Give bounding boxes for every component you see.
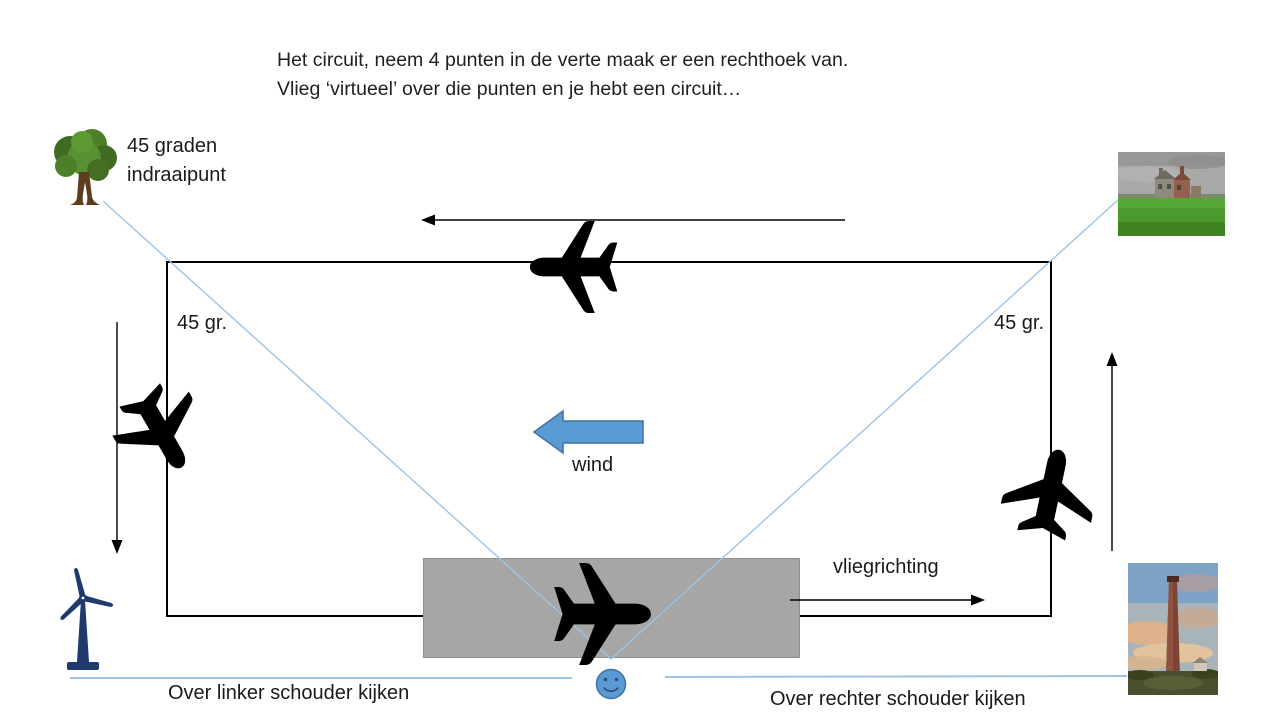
title-line-2: Vlieg ‘virtueel’ over die punten en je hebt een circuit… [277,78,742,100]
airplane-left-leg-icon [102,373,220,490]
turbine-blades [59,567,114,621]
airplane-runway-icon [554,563,651,665]
turbine-tower [77,600,89,662]
right-leg-arrow [1107,352,1118,551]
title-line-1: Het circuit, neem 4 punten in de verte maak er een rechthoek van. [277,49,849,71]
turn-point-label-line1: 45 graden [127,135,218,157]
flight-direction-label: vliegrichting [833,556,939,578]
flight-direction-arrow [790,595,985,606]
airplane-top-leg-icon [530,221,617,313]
pilot-smiley-icon [597,670,626,699]
chimney-photo [1128,563,1218,695]
look-right-shoulder-label: Over rechter schouder kijken [770,688,1026,710]
turn-point-label-line2: indraaipunt [127,164,226,186]
top-leg-arrow [421,215,845,226]
wind-turbine-icon [48,566,122,676]
wind-arrow [534,411,643,453]
turbine-base [67,662,99,670]
angle-label-right: 45 gr. [994,312,1045,334]
sight-line-right-diagonal [611,200,1118,659]
angle-label-left: 45 gr. [177,312,228,334]
baseline-right [665,676,1127,677]
look-left-shoulder-label: Over linker schouder kijken [168,682,410,704]
wind-label: wind [572,454,614,476]
airplane-right-leg-icon [996,440,1104,545]
